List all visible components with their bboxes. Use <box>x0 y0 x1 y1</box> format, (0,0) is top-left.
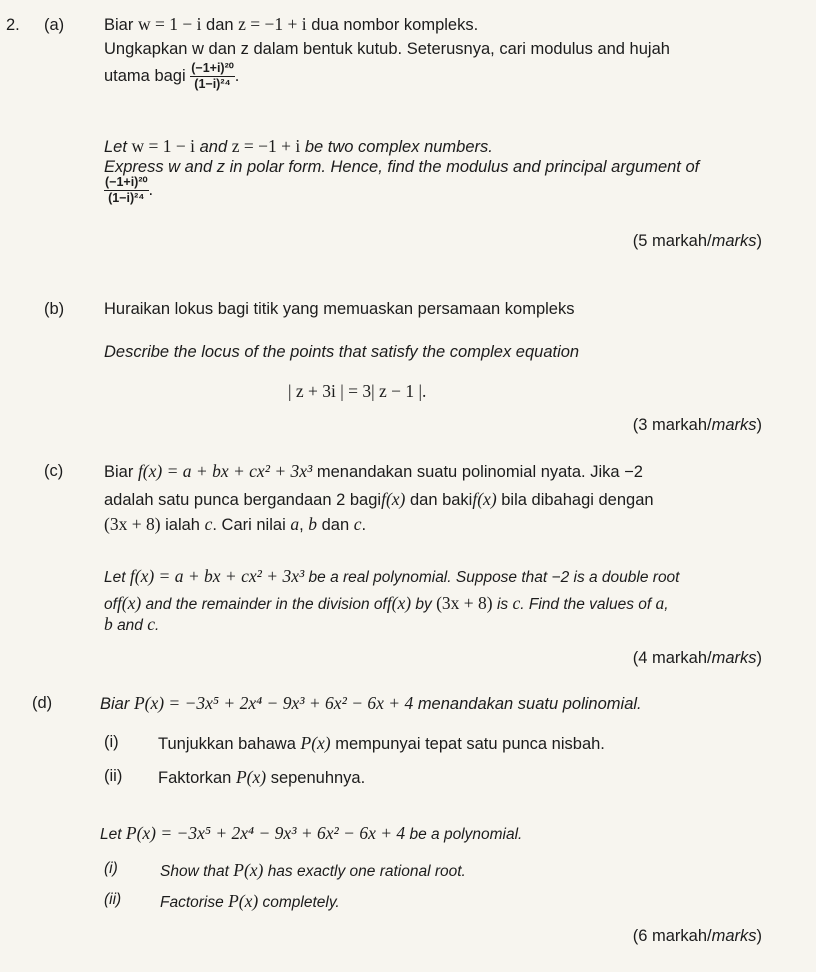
subpart-ii-label: (ii) <box>104 767 123 785</box>
subpart-i-en <box>160 860 466 881</box>
part-c-en-line3 <box>104 614 159 635</box>
var-a: a <box>655 593 665 613</box>
part-a-label: (a) <box>44 16 65 34</box>
px-symbol: P(x) <box>300 733 331 753</box>
part-b-en-line: Describe the locus of the points that satisfy the complex equation <box>104 343 580 361</box>
text: dan <box>321 516 350 534</box>
polynomial-f: f(x) = a + bx + cx² + 3x³ <box>137 461 313 481</box>
part-c-ms-line2 <box>104 489 654 510</box>
z-definition: z = −1 + i <box>231 136 301 156</box>
divisor: (3x + 8) <box>436 593 493 613</box>
text: and <box>199 138 228 156</box>
part-b-label: (b) <box>44 300 65 318</box>
text: utama bagi <box>104 66 186 85</box>
text: and <box>117 617 143 634</box>
part-d-label: (d) <box>32 694 53 712</box>
var-a: a <box>290 514 300 534</box>
text: marks <box>711 927 757 945</box>
polynomial-p: P(x) = −3x⁵ + 2x⁴ − 9x³ + 6x² − 6x + 4 <box>133 693 414 713</box>
part-a-ms-line3 <box>104 62 239 91</box>
divisor: (3x + 8) <box>104 514 161 534</box>
text: sepenuhnya. <box>270 769 366 787</box>
text: , <box>664 596 669 613</box>
text: marks <box>711 649 757 667</box>
part-c-ms-line3 <box>104 514 366 535</box>
text: marks <box>711 232 757 250</box>
text: ) <box>756 927 762 945</box>
text: dua nombor kompleks. <box>311 16 479 34</box>
text: of <box>104 596 117 613</box>
text: marks <box>711 416 757 434</box>
fx-symbol: f(x) <box>116 593 142 613</box>
text: ) <box>756 649 762 667</box>
z-definition: z = −1 + i <box>238 14 307 34</box>
fraction-numerator: (−1+i)²⁰ <box>104 176 149 191</box>
subpart-i-label: (i) <box>104 733 119 751</box>
text: Biar <box>100 695 130 713</box>
part-d-ms-line1 <box>100 693 642 714</box>
text: . <box>361 516 367 534</box>
part-c-en-line2 <box>104 593 669 614</box>
part-d-marks <box>633 927 762 946</box>
text: (4 markah/ <box>632 649 712 667</box>
text: . <box>234 66 240 85</box>
px-symbol: P(x) <box>233 860 264 880</box>
w-definition: w = 1 − i <box>137 14 202 34</box>
text: Let <box>100 826 122 843</box>
part-c-marks <box>633 649 762 668</box>
text: menandakan suatu polinomial nyata. Jika −2 <box>316 463 643 481</box>
part-c-label: (c) <box>44 462 64 480</box>
part-d-en-line1 <box>100 823 522 844</box>
part-a-en-line1 <box>104 136 493 157</box>
subpart-i-en-label: (i) <box>104 860 118 877</box>
fraction-en <box>104 176 149 205</box>
part-b-marks <box>633 416 762 435</box>
text: mempunyai tepat satu punca nisbah. <box>335 735 605 753</box>
fx-symbol: f(x) <box>472 489 497 509</box>
text: bila dibahagi dengan <box>501 491 654 509</box>
text: dan baki <box>409 491 473 509</box>
text: adalah satu punca bergandaan 2 bagi <box>104 491 382 509</box>
polynomial-f: f(x) = a + bx + cx² + 3x³ <box>129 566 305 586</box>
text: Faktorkan <box>158 769 232 787</box>
text: Tunjukkan bahawa <box>158 735 296 753</box>
text: Biar <box>104 16 134 34</box>
part-a-en-line2: Express w and z in polar form. Hence, find the modulus and principal argument of <box>104 158 700 176</box>
subpart-ii-ms <box>158 767 365 788</box>
text: (5 markah/ <box>632 232 712 250</box>
part-a-ms-line1 <box>104 14 478 35</box>
text: menandakan suatu polinomial. <box>417 695 642 713</box>
text: Let <box>104 138 127 156</box>
text: . Find the values of <box>520 596 652 613</box>
text: (3 markah/ <box>632 416 712 434</box>
text: completely. <box>262 894 340 911</box>
text: is <box>496 596 509 613</box>
var-c: c <box>147 614 156 634</box>
text: Biar <box>104 463 134 481</box>
part-c-ms-line1 <box>104 461 643 482</box>
fraction-denominator: (1−i)²⁴ <box>194 77 231 92</box>
text: ) <box>756 232 762 250</box>
text: and the remainder in the division of <box>145 596 387 613</box>
text: by <box>415 596 432 613</box>
fraction-ms <box>190 62 235 91</box>
subpart-ii-en <box>160 891 340 912</box>
part-a-ms-line2: Ungkapkan w dan z dalam bentuk kutub. Seterusnya, cari modulus and hujah <box>104 40 670 58</box>
subpart-ii-en-label: (ii) <box>104 891 122 908</box>
var-b: b <box>308 514 318 534</box>
w-definition: w = 1 − i <box>131 136 196 156</box>
part-a-en-line3 <box>104 176 153 205</box>
var-c: c <box>204 514 213 534</box>
fraction-numerator: (−1+i)²⁰ <box>190 62 235 77</box>
polynomial-p: P(x) = −3x⁵ + 2x⁴ − 9x³ + 6x² − 6x + 4 <box>125 823 406 843</box>
question-number: 2. <box>6 16 20 34</box>
fx-symbol: f(x) <box>381 489 406 509</box>
subpart-i-ms <box>158 733 605 754</box>
part-c-en-line1 <box>104 566 680 587</box>
part-a-marks <box>633 232 762 251</box>
fraction-denominator: (1−i)²⁴ <box>108 191 145 206</box>
var-b: b <box>104 614 113 634</box>
complex-equation: | z + 3i | = 3| z − 1 |. <box>288 381 427 401</box>
text: (6 markah/ <box>632 927 712 945</box>
text: . <box>148 180 154 199</box>
text: Factorise <box>160 894 224 911</box>
text: be a polynomial. <box>409 826 523 843</box>
text: . Cari nilai <box>212 516 286 534</box>
px-symbol: P(x) <box>235 767 267 787</box>
fx-symbol: f(x) <box>386 593 412 613</box>
text: dan <box>206 16 234 34</box>
text: ) <box>756 416 762 434</box>
px-symbol: P(x) <box>228 891 259 911</box>
text: be a real polynomial. Suppose that −2 is a double root <box>308 569 680 586</box>
var-c: c <box>512 593 521 613</box>
text: be two complex numbers. <box>304 138 493 156</box>
text: , <box>299 516 304 534</box>
text: ialah <box>165 516 200 534</box>
part-b-ms-line: Huraikan lokus bagi titik yang memuaskan persamaan kompleks <box>104 300 575 318</box>
text: Let <box>104 569 126 586</box>
var-c: c <box>353 514 362 534</box>
text: has exactly one rational root. <box>267 863 466 880</box>
text: Show that <box>160 863 229 880</box>
text: . <box>155 617 160 634</box>
